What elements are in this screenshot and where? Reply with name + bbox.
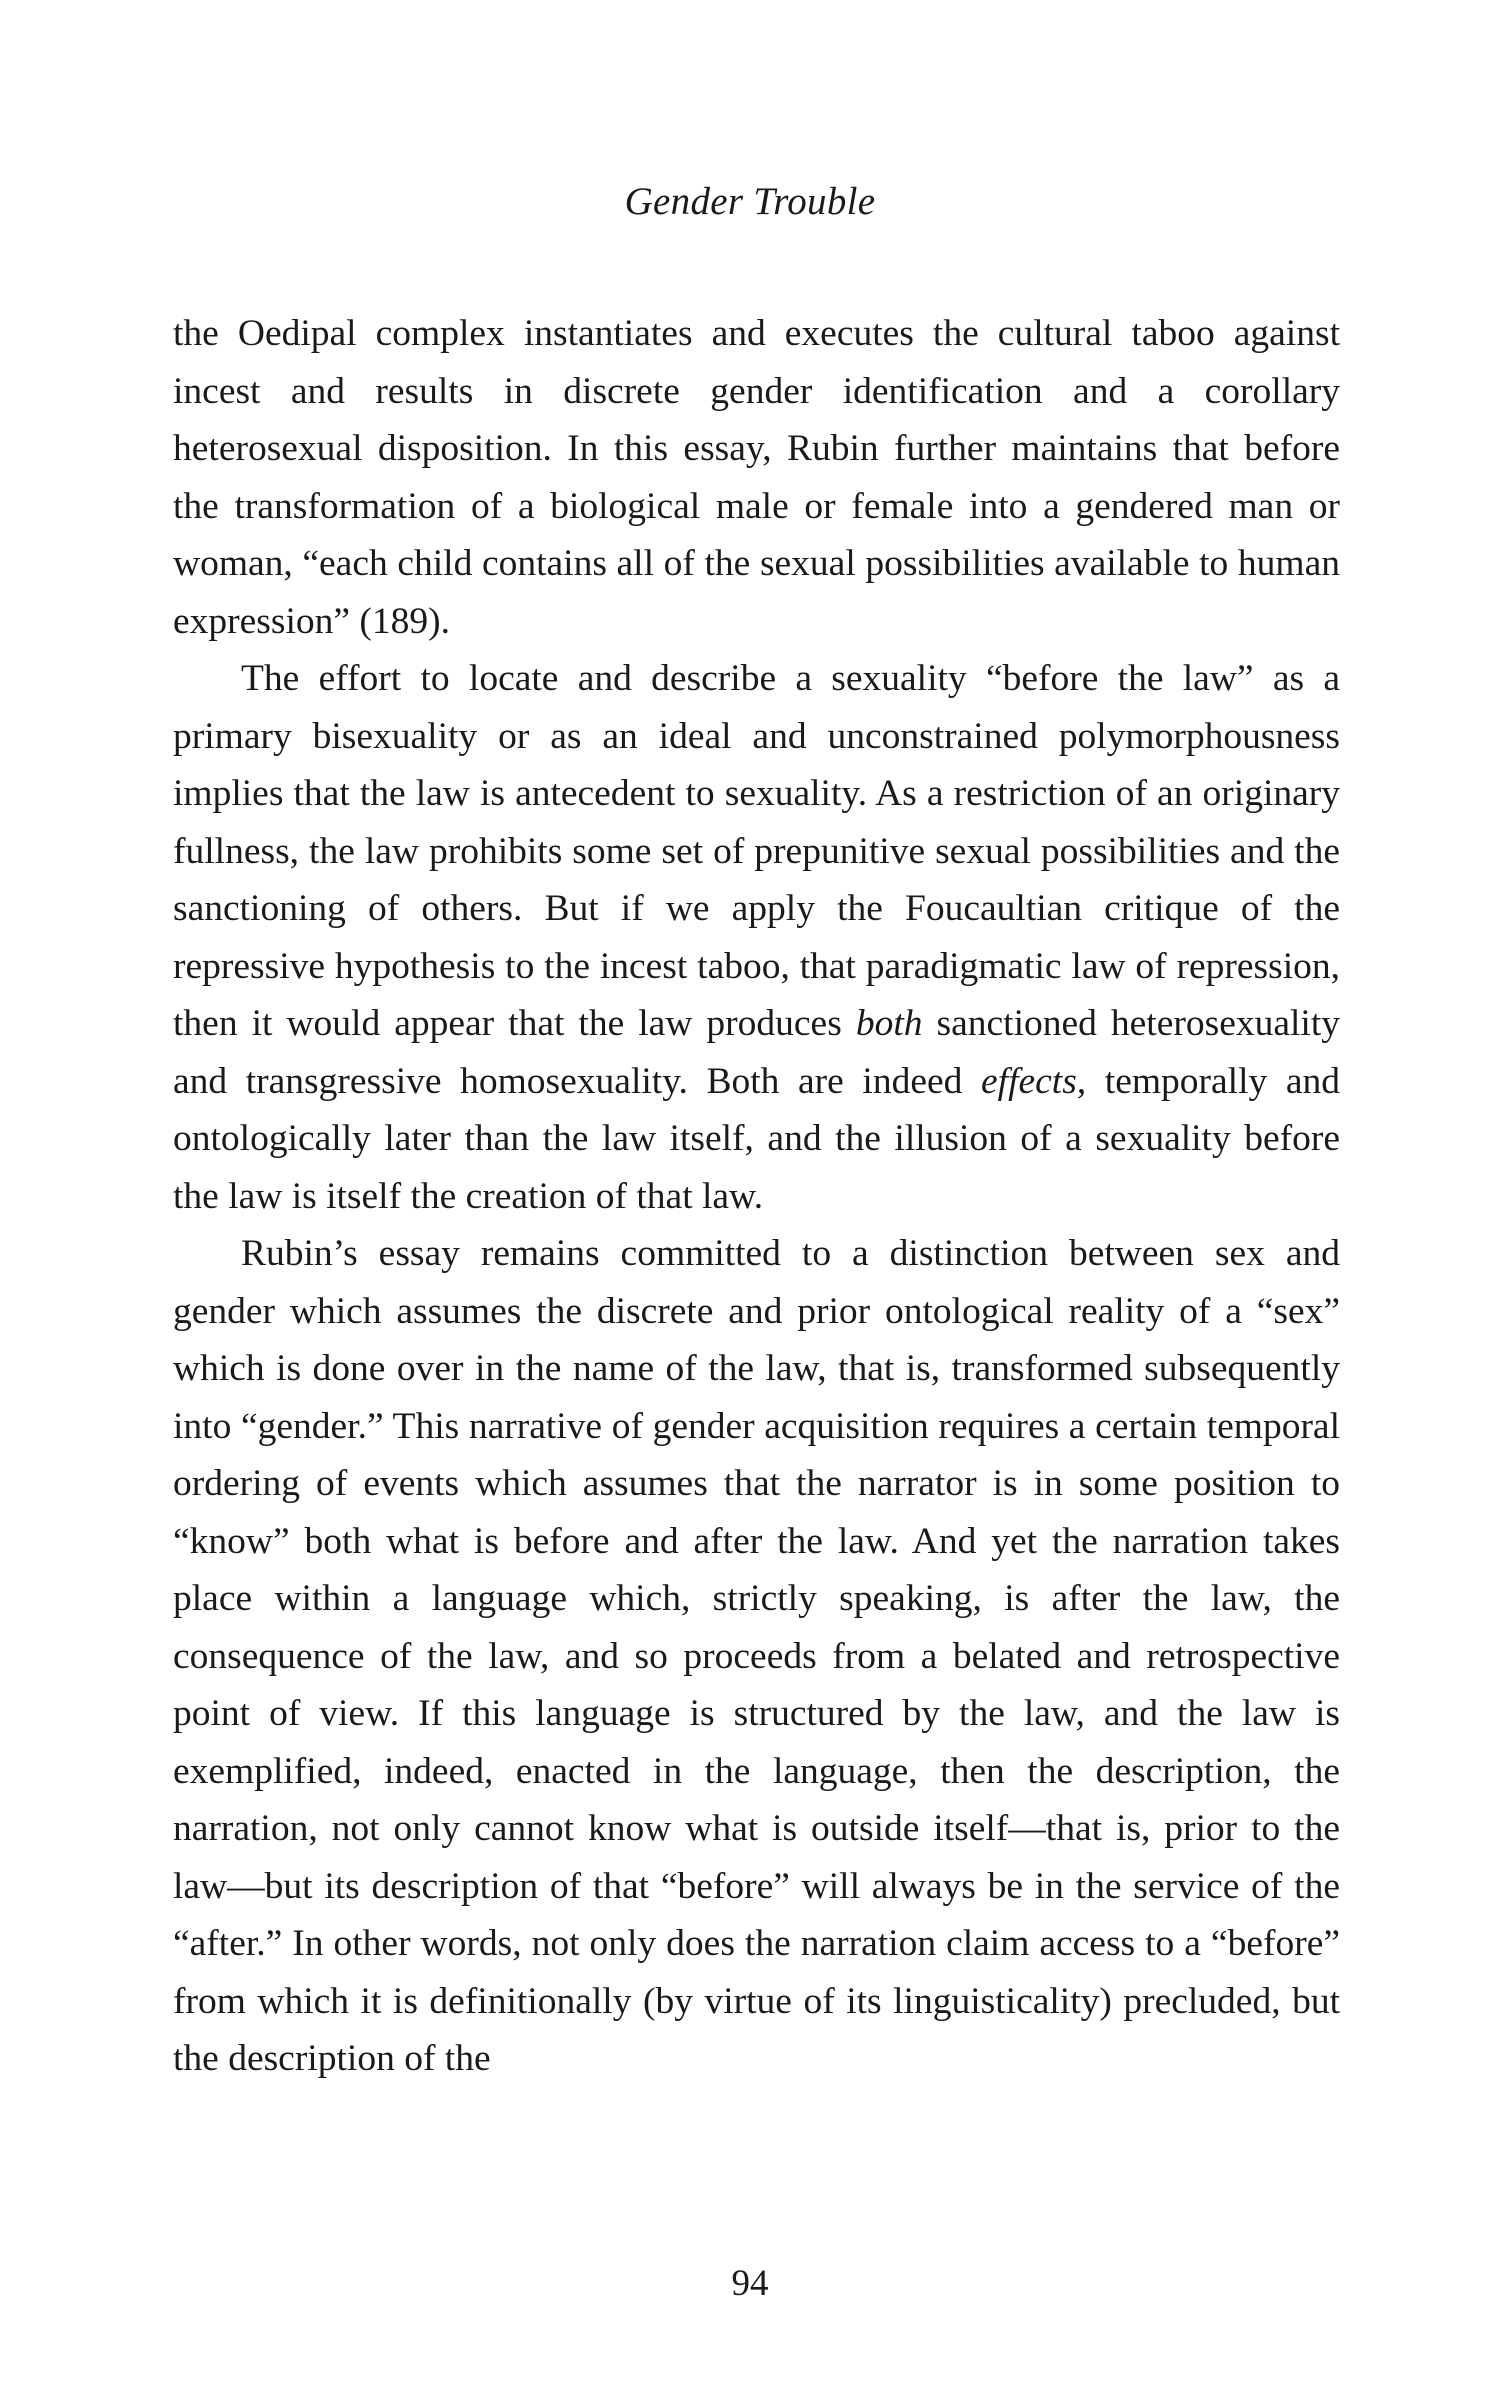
paragraph-2-run-3: temporally and ontologically later than the law itself, and the illusion of a sexuality before the law is itself the creation of that law.: [173, 1060, 1340, 1217]
page-number: 94: [731, 2263, 769, 2304]
running-head: Gender Trouble: [624, 180, 876, 223]
emphasis-effects: effects,: [981, 1060, 1087, 1102]
emphasis-both: both: [855, 1003, 923, 1044]
paragraph-2-run-2: sanctioned heterosexuality and transgressive homosexuality. Both are indeed: [173, 1003, 1340, 1102]
paragraph-1: the Oedipal complex instantiates and executes the cultural taboo against incest and results in discrete gender identification and a corollary heterosexual disposition. In this essay, Rubin further maintains that before the transformation of a biological male or female into a gendered man or woman, “each child contains all of the sexual possibilities available to human expression” (189).: [173, 313, 1340, 642]
paragraph-2-run-1: The effort to locate and describe a sexuality “before the law” as a primary bisexuality or as an ideal and unconstrained polymorphousness implies that the law is antecedent to sexuality. As a restriction of an originary fullness, the law prohibits some set of prepunitive sexual possibilities and the sanctioning of others. But if we apply the Foucaultian critique of the repressive hypothesis to the incest taboo, that paradigmatic law of repression, then it would appear that the law produces: [173, 658, 1340, 1044]
body-text: [173, 305, 1340, 2088]
paragraph-3: Rubin’s essay remains committed to a distinction between sex and gender which assumes the discrete and prior ontological reality of a “sex” which is done over in the name of the law, that is, transformed subsequently into “gender.” This narrative of gender acquisition requires a certain temporal ordering of events which assumes that the narrator is in some position to “know” both what is before and after the law. And yet the narration takes place within a language which, strictly speaking, is after the law, the consequence of the law, and so proceeds from a belated and retrospective point of view. If this language is structured by the law, and the law is exemplified, indeed, enacted in the language, then the description, the narration, not only cannot know what is outside itself—that is, prior to the law—but its description of that “before” will always be in the service of the “after.” In other words, not only does the narration claim access to a “before” from which it is definitionally (by virtue of its linguisticality) precluded, but the description of the: [173, 1233, 1340, 2079]
paragraph-2: [173, 650, 1340, 1225]
